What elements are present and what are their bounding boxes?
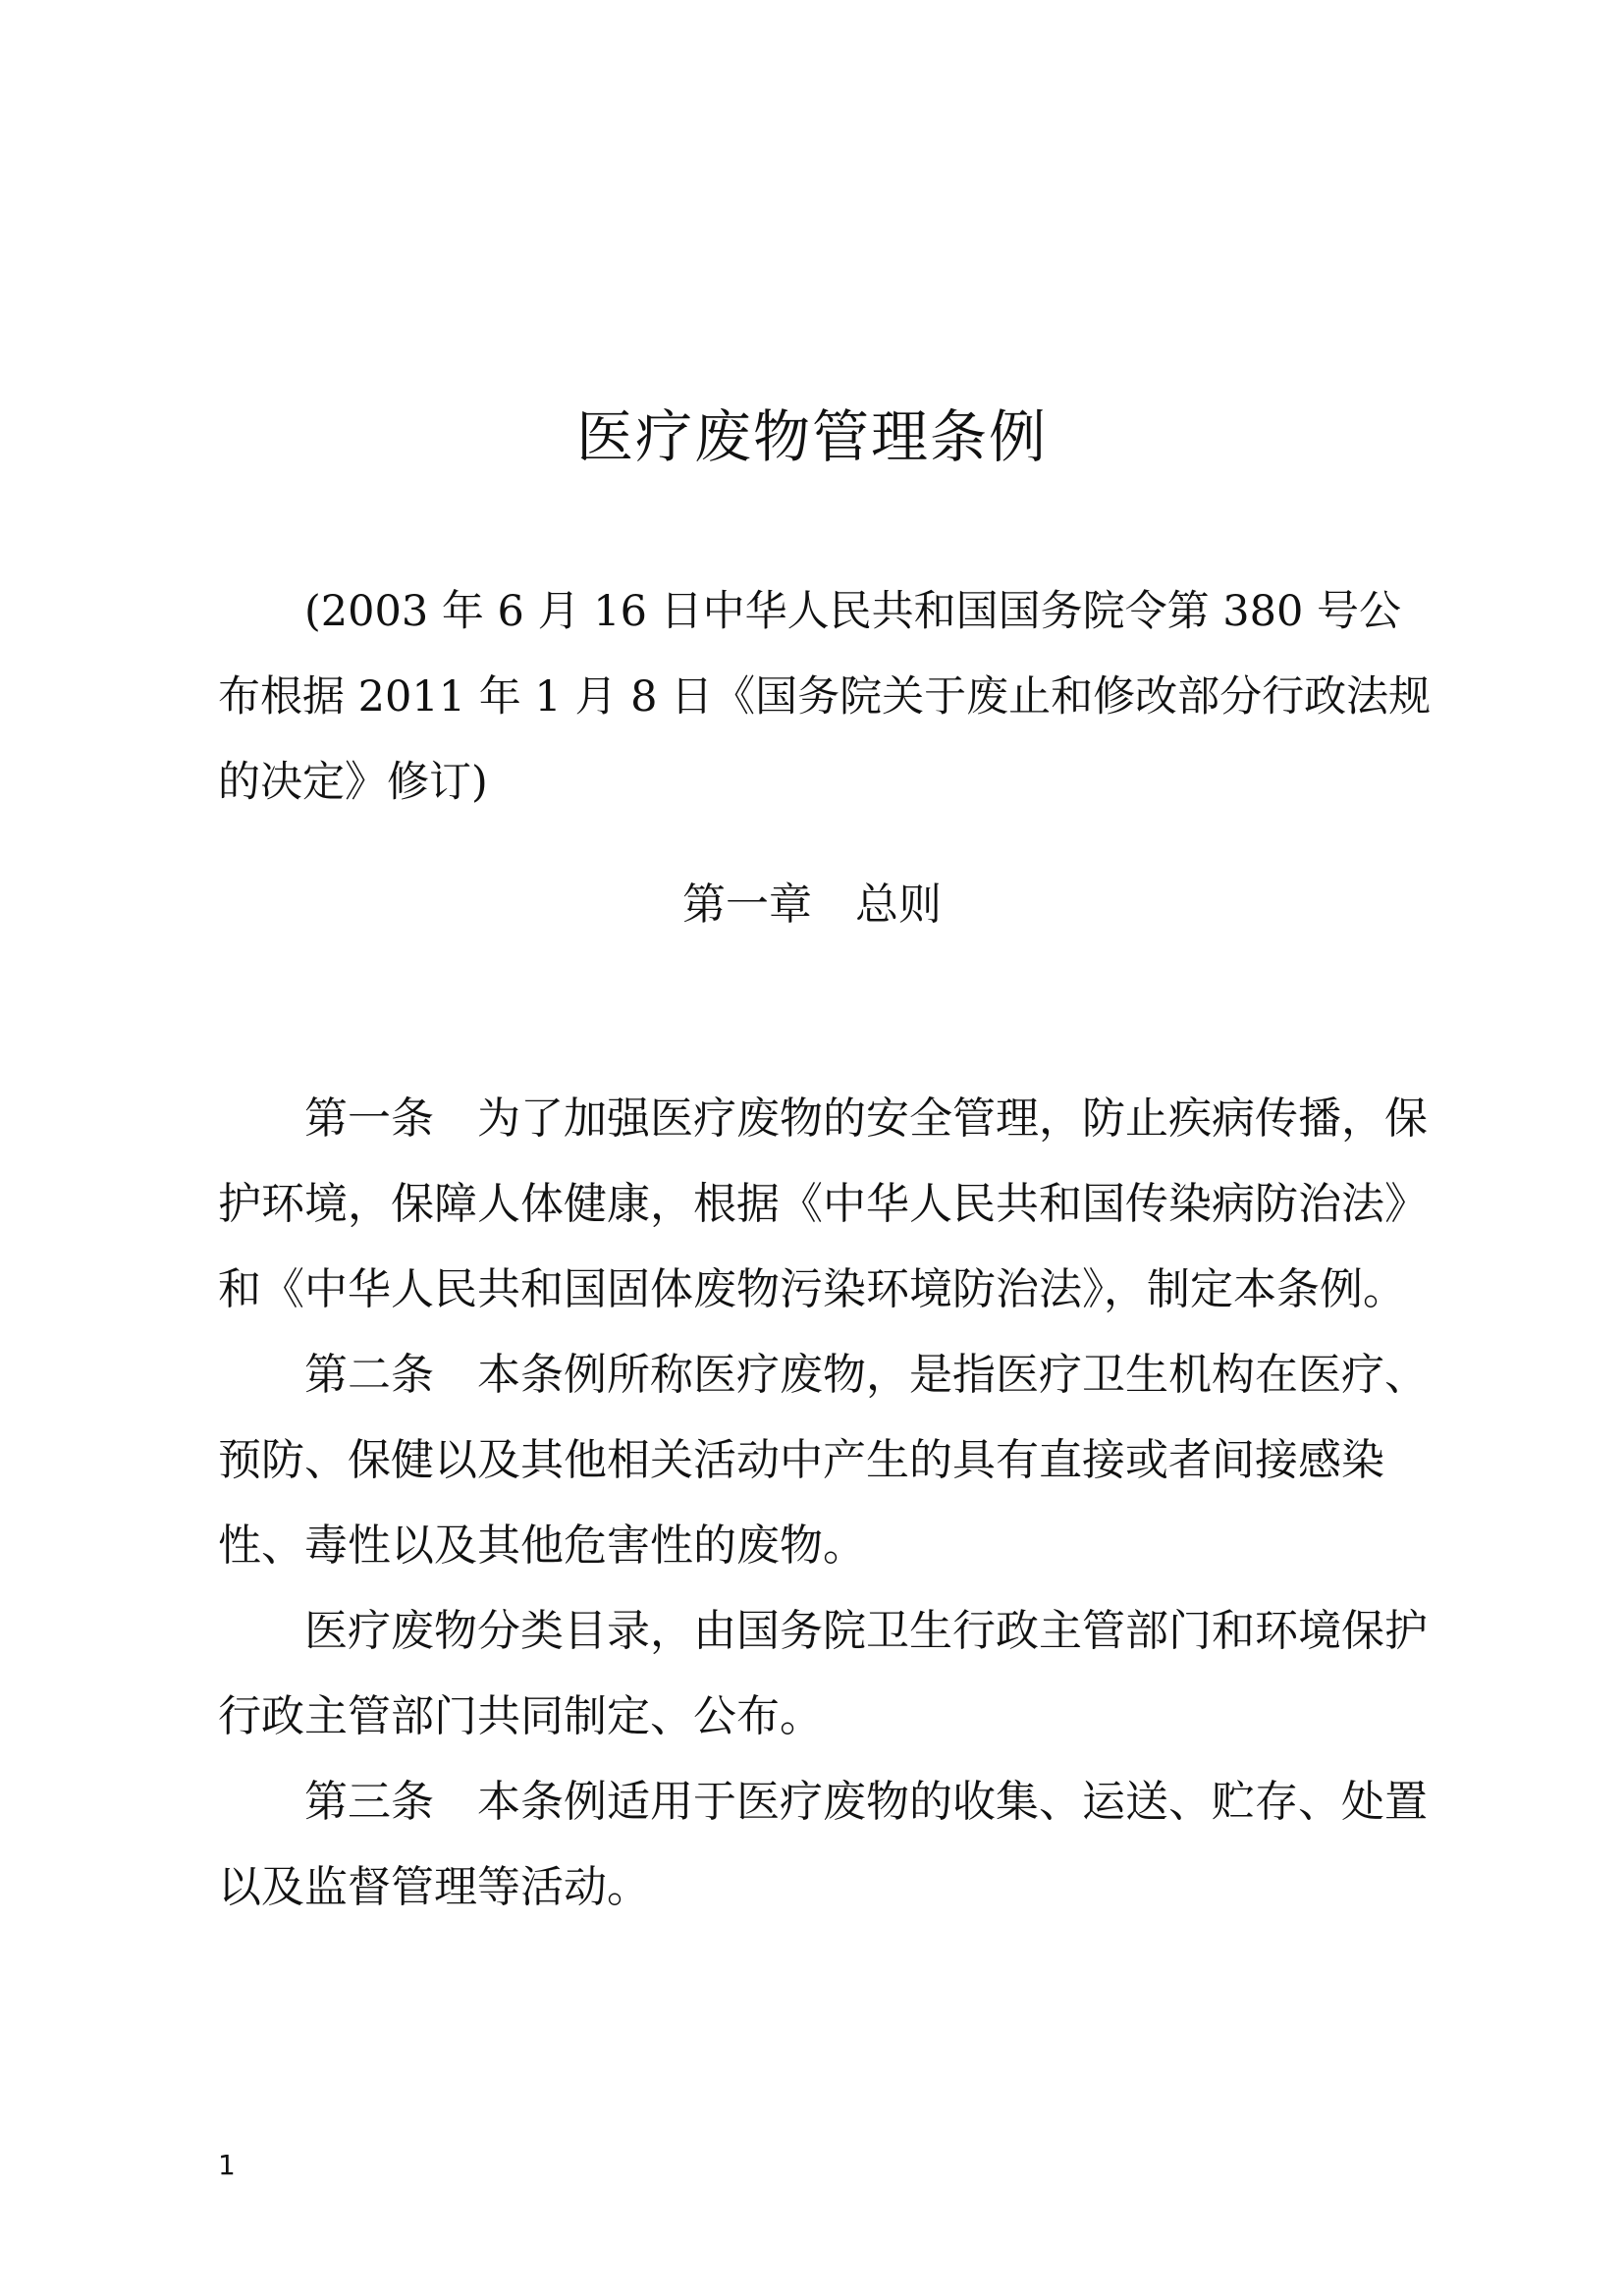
article-number: 第二条 <box>304 1350 434 1400</box>
article-text: 医疗废物分类目录，由国务院卫生行政主管部门和环境保护行政主管部门共同制定、公布。 <box>218 1606 1428 1741</box>
chapter-heading <box>0 866 1624 944</box>
article-number: 第三条 <box>304 1777 434 1827</box>
chapter-name: 总则 <box>855 880 942 930</box>
article-3 <box>218 1759 1435 1930</box>
promulgation-note: (2003 年 6 月 16 日中华人民共和国国务院令第 380 号公布根据 2011 年 1 月 8 日《国务院关于废止和修改部分行政法规的决定》修订) <box>218 587 1432 807</box>
article-text: 本条例所称医疗废物，是指医疗卫生机构在医疗、预防、保健以及其他相关活动中产生的具有直接或者间接感染性、毒性以及其他危害性的废物。 <box>218 1350 1428 1571</box>
article-2-paragraph-2 <box>218 1588 1435 1759</box>
article-2 <box>218 1332 1435 1588</box>
chapter-number: 第一章 <box>682 880 812 930</box>
page-number: 1 <box>218 2149 236 2181</box>
document-body <box>218 1076 1435 1930</box>
document-title: 医疗废物管理条例 <box>575 403 1048 470</box>
article-1 <box>218 1076 1435 1332</box>
article-text: 为了加强医疗废物的安全管理，防止疾病传播，保护环境，保障人体健康，根据《中华人民共和国传染病防治法》和《中华人民共和国固体废物污染环境防治法》，制定本条例。 <box>218 1094 1428 1314</box>
article-text: 本条例适用于医疗废物的收集、运送、贮存、处置以及监督管理等活动。 <box>218 1777 1428 1912</box>
article-number: 第一条 <box>304 1094 434 1144</box>
